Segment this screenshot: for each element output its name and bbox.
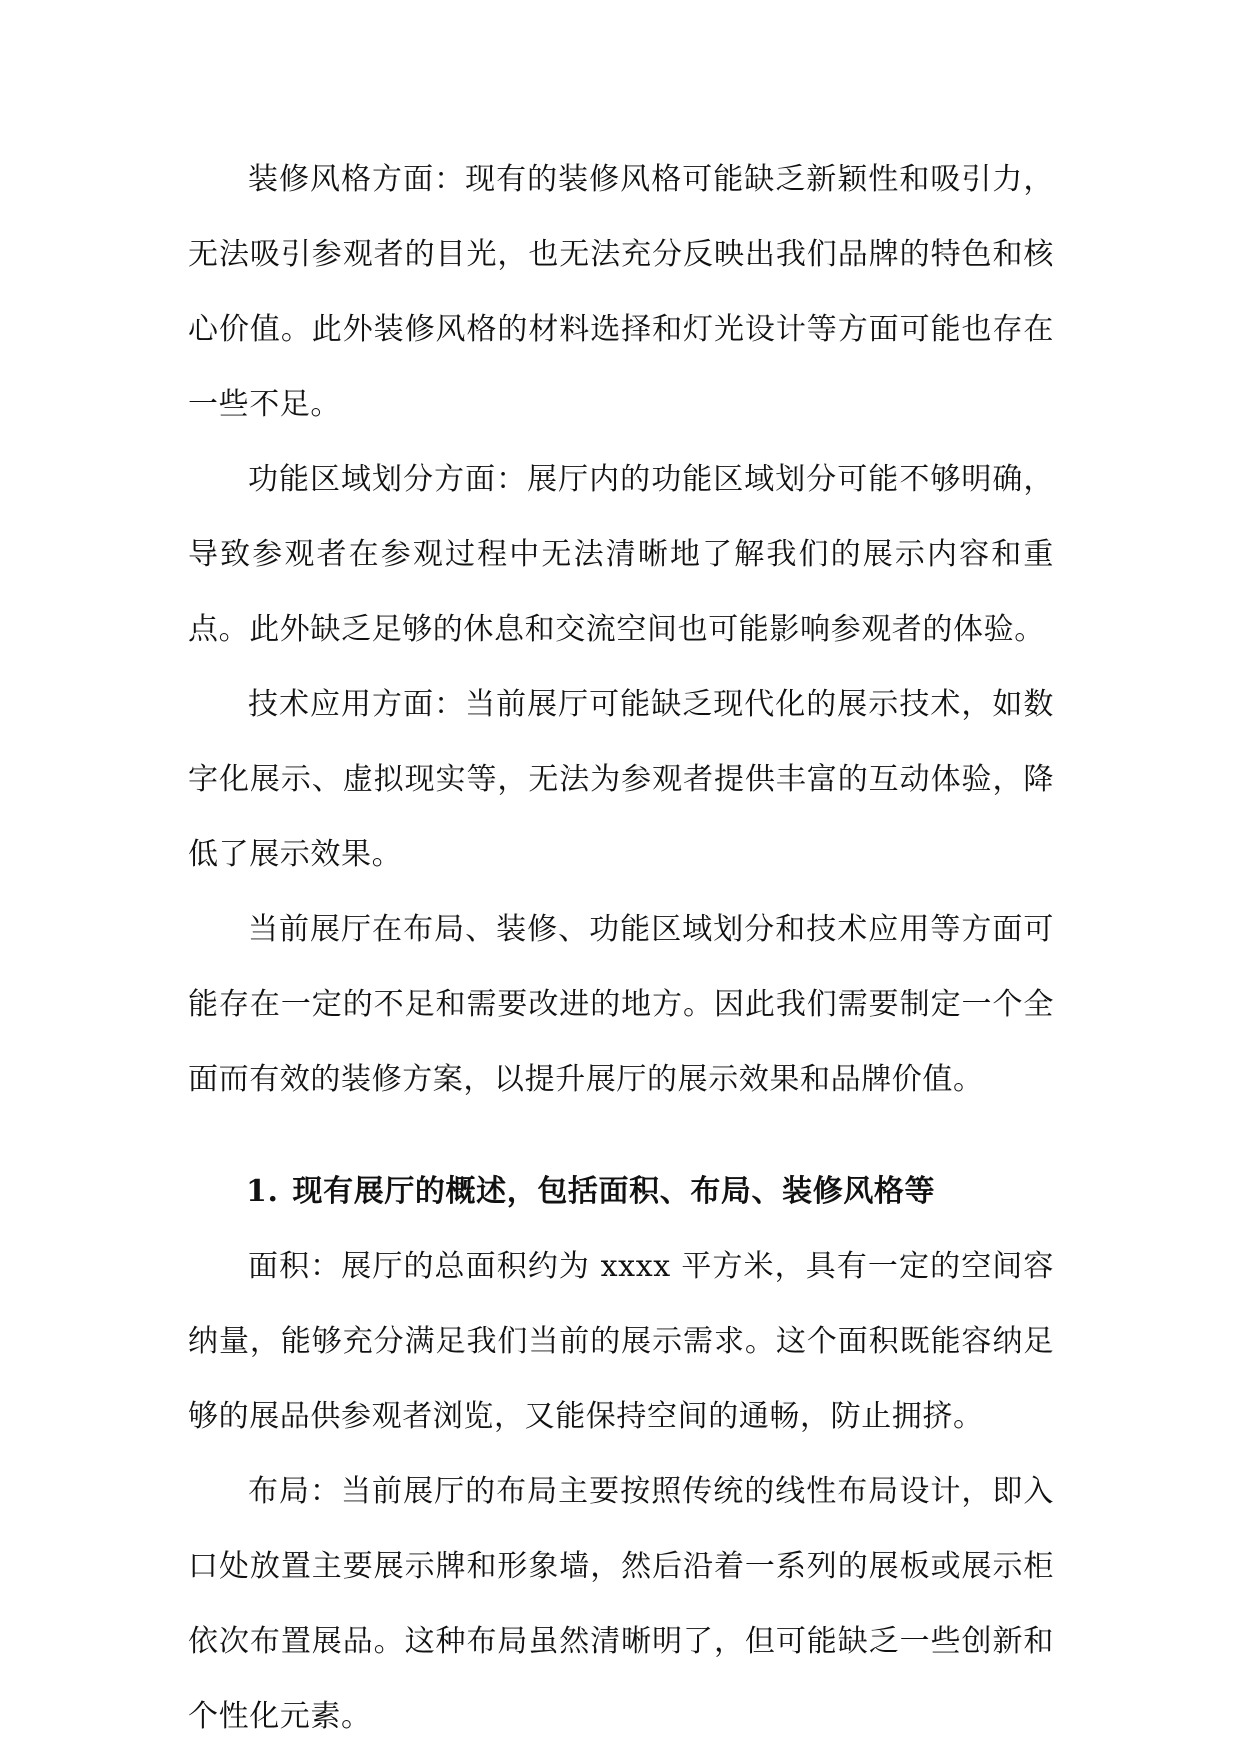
paragraph-decoration-style: 装修风格方面：现有的装修风格可能缺乏新颖性和吸引力，无法吸引参观者的目光，也无法充分反映出我们品牌的特色和核心价值。此外装修风格的材料选择和灯光设计等方面可能也存在一些不足。	[188, 162, 1054, 422]
paragraph-summary: 当前展厅在布局、装修、功能区域划分和技术应用等方面可能存在一定的不足和需要改进的地方。因此我们需要制定一个全面而有效的装修方案，以提升展厅的展示效果和品牌价值。	[188, 912, 1054, 1097]
section-number: 1.	[246, 1174, 279, 1209]
paragraph-area: 面积：展厅的总面积约为 xxxx 平方米，具有一定的空间容纳量，能够充分满足我们当前的展示需求。这个面积既能容纳足够的展品供参观者浏览，又能保持空间的通畅，防止拥挤。	[188, 1249, 1054, 1434]
paragraph-layout: 布局：当前展厅的布局主要按照传统的线性布局设计，即入口处放置主要展示牌和形象墙，然后沿着一系列的展板或展示柜依次布置展品。这种布局虽然清晰明了，但可能缺乏一些创新和个性化元素。	[188, 1474, 1054, 1734]
section-title: 现有展厅的概述，包括面积、布局、装修风格等	[292, 1174, 936, 1209]
paragraph-technology-application: 技术应用方面：当前展厅可能缺乏现代化的展示技术，如数字化展示、虚拟现实等，无法为参观者提供丰富的互动体验，降低了展示效果。	[188, 687, 1054, 872]
paragraph-functional-zoning: 功能区域划分方面：展厅内的功能区域划分可能不够明确，导致参观者在参观过程中无法清晰地了解我们的展示内容和重点。此外缺乏足够的休息和交流空间也可能影响参观者的体验。	[188, 462, 1054, 647]
section-heading	[188, 1154, 1054, 1229]
document-body	[188, 142, 1054, 1754]
